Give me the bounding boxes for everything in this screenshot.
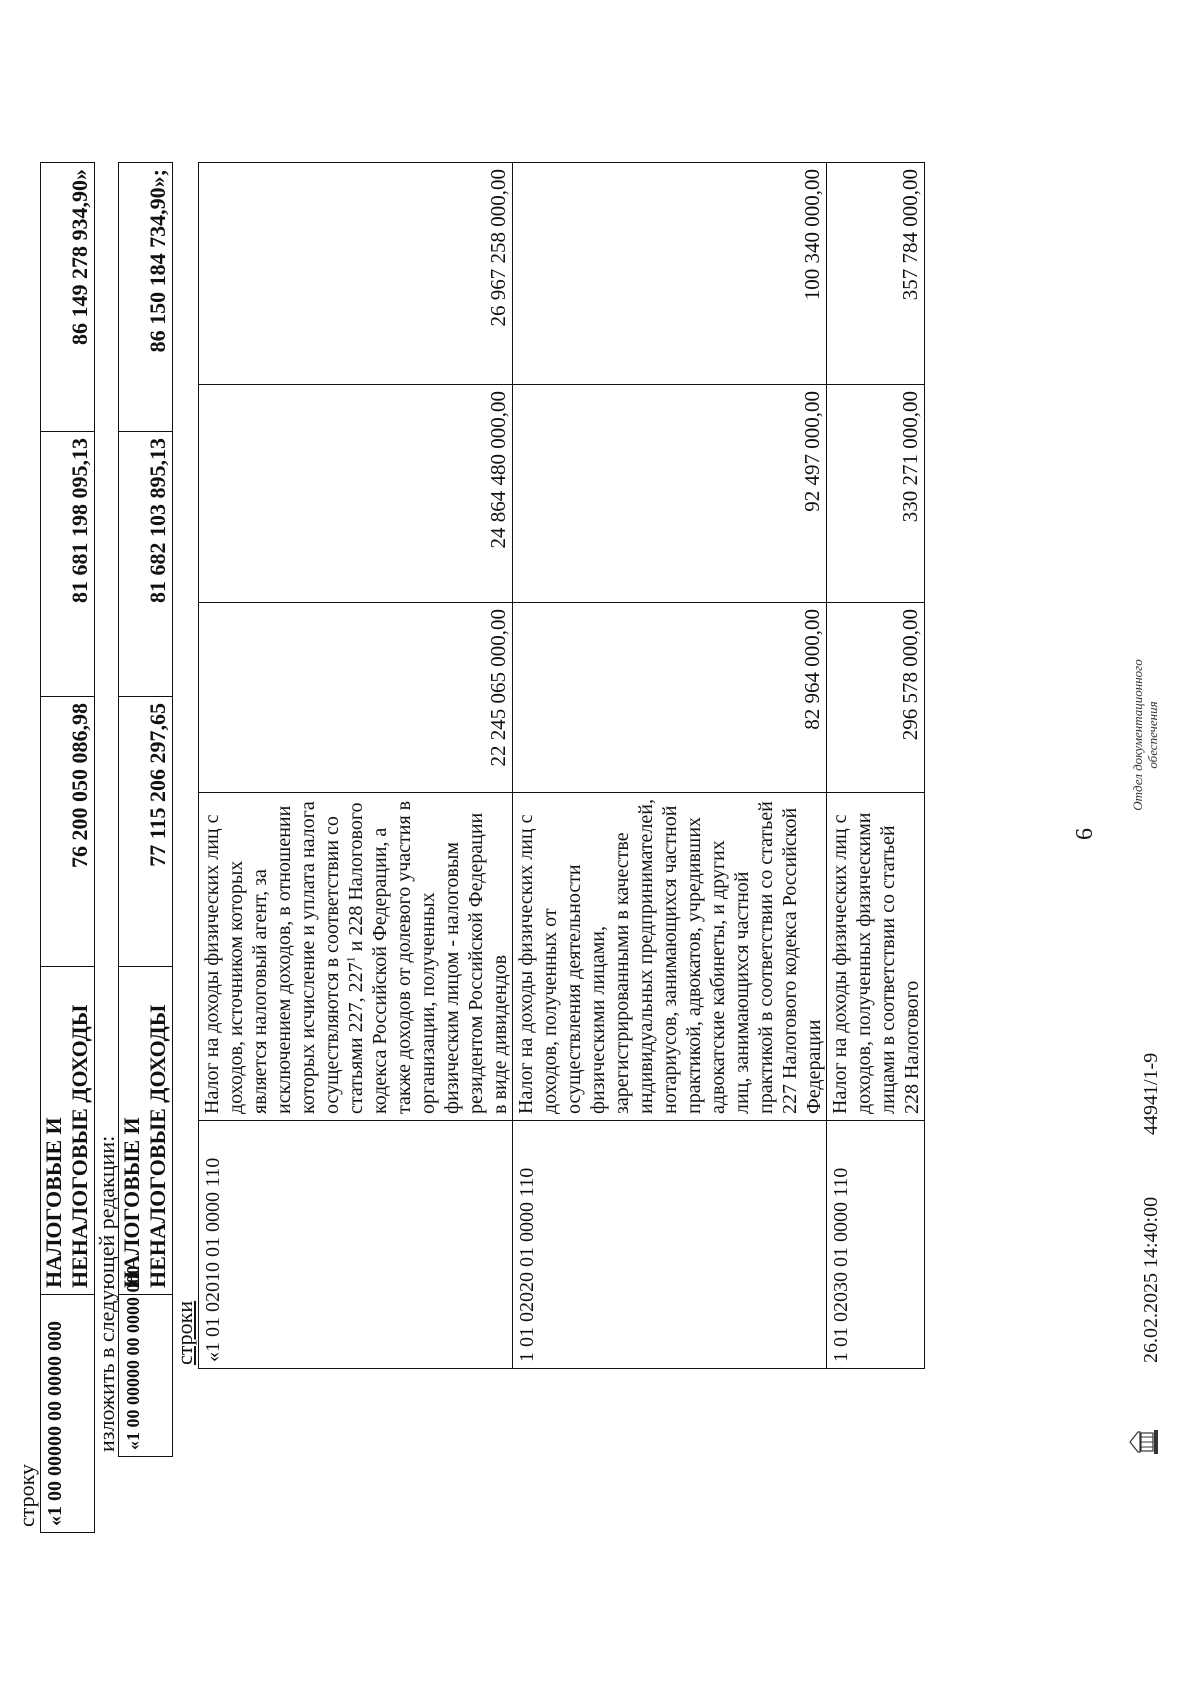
table-old-row xyxy=(40,162,95,1533)
amount-2027: 86 149 278 934,90» xyxy=(41,163,95,432)
amount-2025: 22 245 065 000,00 xyxy=(199,603,513,793)
amount-2027: 100 340 000,00 xyxy=(513,163,827,385)
label-stroku: строку xyxy=(14,1463,39,1527)
table-row xyxy=(827,163,925,1369)
budget-code: «1 01 02010 01 0000 110 xyxy=(199,1121,513,1369)
description-part-b: и 228 Налогового кодекса Российской Федерации, а также доходов от долевого участия в организации, полученных физическим лицом - налоговым резидентом Российской Федерации в виде дивидендов xyxy=(345,800,511,1114)
amount-2027: 26 967 258 000,00 xyxy=(199,163,513,385)
department-stamp xyxy=(1130,635,1160,835)
amount-2026: 24 864 480 000,00 xyxy=(199,385,513,603)
table-row xyxy=(513,163,827,1369)
amount-2027: 357 784 000,00 xyxy=(827,163,925,385)
budget-code: «1 00 00000 00 0000 000 xyxy=(41,1295,95,1533)
budget-code: 1 01 02030 01 0000 110 xyxy=(827,1121,925,1369)
table-row xyxy=(119,163,173,1457)
amount-2025: 82 964 000,00 xyxy=(513,603,827,793)
amount-2025: 296 578 000,00 xyxy=(827,603,925,793)
page-number: 6 xyxy=(1072,828,1098,840)
description-part-a: Налог на доходы физических лиц с доходов, источником которых является налоговый агент, за исключением доходов, в отношении которых исчисление и уплата налога осуществляются в соответствии со статьями 227, 227 xyxy=(201,801,367,1114)
footer-doc-id: 44941/1-9 xyxy=(1140,1052,1162,1135)
income-name: НАЛОГОВЫЕ И НЕНАЛОГОВЫЕ ДОХОДЫ xyxy=(41,967,95,1295)
amount-2025: 77 115 206 297,65 xyxy=(119,697,173,967)
stamp-line-2: обеспечения xyxy=(1145,701,1160,769)
income-name: НАЛОГОВЫЕ И НЕНАЛОГОВЫЕ ДОХОДЫ xyxy=(119,967,173,1295)
footer-datetime: 26.02.2025 14:40:00 xyxy=(1140,1196,1162,1363)
table-rows xyxy=(198,162,925,1369)
table-row xyxy=(199,163,513,1369)
amount-2026: 330 271 000,00 xyxy=(827,385,925,603)
emblem-icon xyxy=(1128,1427,1162,1457)
stamp-line-1: Отдел документационного xyxy=(1130,659,1145,811)
table-new-row xyxy=(118,162,173,1457)
amount-2026: 92 497 000,00 xyxy=(513,385,827,603)
income-description: Налог на доходы физических лиц с доходов, полученных от осуществления деятельности физическими лицами, зарегистрированными в качестве индивидуальных предпринимателей, нотариусов, занимающихся частной практикой, адвокатов, учредивших адвокатские кабинеты, и других лиц, занимающихся частной практикой в соответствии со статьей 227 Налогового кодекса Российской Федерации xyxy=(513,793,827,1121)
amount-2025: 76 200 050 086,98 xyxy=(41,697,95,967)
table-row xyxy=(41,163,95,1533)
budget-code: «1 00 00000 00 0000 000 xyxy=(119,1295,173,1457)
superscript: 1 xyxy=(343,956,358,963)
amount-2026: 81 682 103 895,13 xyxy=(119,432,173,697)
amount-2026: 81 681 198 095,13 xyxy=(41,432,95,697)
income-description: Налог на доходы физических лиц с доходов, полученных физическими лицами в соответствии со статьей 228 Налогового xyxy=(827,793,925,1121)
amount-2027: 86 150 184 734,90»; xyxy=(119,163,173,432)
budget-code: 1 01 02020 01 0000 110 xyxy=(513,1121,827,1369)
label-izlozhit: изложить в следующей редакции: xyxy=(94,1135,119,1452)
label-stroki: строки xyxy=(172,1300,197,1365)
income-description xyxy=(199,793,513,1121)
